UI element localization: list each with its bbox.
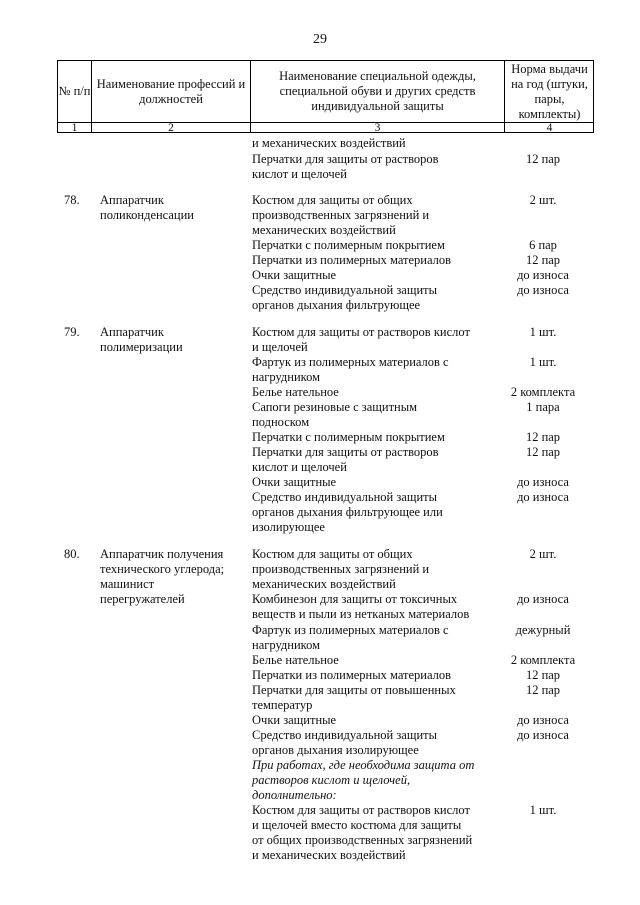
norm-value: 1 шт.	[529, 355, 557, 369]
norm-value: до износа	[517, 475, 569, 489]
header-col-profession: Наименование профессий и должностей	[96, 76, 246, 106]
item-line: Костюм для защиты от растворов кислот	[252, 325, 470, 339]
row-80-profession: перегружателей	[100, 592, 185, 606]
item-line: Очки защитные	[252, 268, 337, 282]
item-line: Перчатки с полимерным покрытием	[252, 430, 445, 444]
row-79-profession: Аппаратчик	[100, 325, 164, 339]
item-line: Перчатки из полимерных материалов	[252, 253, 452, 267]
norm-value: 2 комплекта	[510, 653, 576, 667]
item-line: Белье нательное	[252, 385, 339, 399]
norm-value: дежурный	[515, 623, 571, 637]
item-line: Средство индивидуальной защиты	[252, 490, 438, 504]
item-line: и щелочей	[252, 340, 308, 354]
item-line: производственных загрязнений и	[252, 562, 430, 576]
norm-value: 12 пар	[525, 668, 561, 682]
row-80-profession: технического углерода;	[100, 562, 225, 576]
cont-item-line: кислот и щелочей	[252, 167, 347, 181]
item-line: подноском	[252, 415, 310, 429]
norm-value: 2 шт.	[529, 547, 557, 561]
norm-value: до износа	[517, 268, 569, 282]
note-line: При работах, где необходима защита от	[252, 758, 475, 772]
item-line: органов дыхания изолирующее	[252, 743, 419, 757]
item-line: Средство индивидуальной защиты	[252, 728, 438, 742]
row-78-number: 78.	[64, 193, 80, 207]
item-line: органов дыхания фильтрующее или	[252, 505, 443, 519]
cont-norm: 12 пар	[525, 152, 561, 166]
item-line: от общих производственных загрязнений	[252, 833, 473, 847]
item-line: Перчатки для защиты от повышенных	[252, 683, 456, 697]
item-line: Фартук из полимерных материалов с	[252, 355, 449, 369]
item-line: Костюм для защиты от общих	[252, 547, 413, 561]
norm-value: до износа	[517, 728, 569, 742]
item-line: температур	[252, 698, 313, 712]
item-line: Фартук из полимерных материалов с	[252, 623, 449, 637]
item-line: нагрудником	[252, 370, 321, 384]
header-divider	[504, 61, 505, 132]
item-line: Перчатки для защиты от растворов	[252, 445, 439, 459]
item-line: и щелочей вместо костюма для защиты	[252, 818, 462, 832]
row-80-profession: Аппаратчик получения	[100, 547, 224, 561]
row-80-number: 80.	[64, 547, 80, 561]
note-line: растворов кислот и щелочей,	[252, 773, 411, 787]
header-col-number: № п/п	[58, 84, 91, 98]
item-line: органов дыхания фильтрующее	[252, 298, 421, 312]
row-78-profession: Аппаратчик	[100, 193, 164, 207]
norm-value: до износа	[517, 490, 569, 504]
item-line: Белье нательное	[252, 653, 339, 667]
item-line: кислот и щелочей	[252, 460, 347, 474]
item-line: веществ и пыли из нетканых материалов	[252, 607, 470, 621]
header-num-1: 1	[58, 122, 91, 133]
row-79-number: 79.	[64, 325, 80, 339]
item-line: механических воздействий	[252, 577, 396, 591]
item-line: Костюм для защиты от общих	[252, 193, 413, 207]
header-num-4: 4	[505, 122, 594, 133]
item-line: нагрудником	[252, 638, 321, 652]
cont-item-line: и механических воздействий	[252, 136, 406, 150]
row-78-profession: поликонденсации	[100, 208, 194, 222]
note-line: дополнительно:	[252, 788, 337, 802]
norm-value: 1 шт.	[529, 325, 557, 339]
item-line: Очки защитные	[252, 713, 337, 727]
norm-value: 12 пар	[525, 430, 561, 444]
header-num-2: 2	[92, 122, 250, 133]
header-divider	[91, 61, 92, 132]
page-number: 29	[313, 32, 327, 47]
norm-value: 1 шт.	[529, 803, 557, 817]
header-col-norm: Норма выдачи на год (штуки, пары, комплекты)	[511, 61, 588, 121]
norm-value: 2 комплекта	[510, 385, 576, 399]
header-num-3: 3	[251, 122, 504, 133]
item-line: Перчатки с полимерным покрытием	[252, 238, 445, 252]
header-divider	[250, 61, 251, 132]
norm-value: 6 пар	[529, 238, 557, 252]
norm-value: 12 пар	[525, 253, 561, 267]
item-line: Сапоги резиновые с защитным	[252, 400, 418, 414]
table-header	[57, 60, 594, 133]
row-79-profession: полимеризации	[100, 340, 183, 354]
norm-value: 12 пар	[525, 445, 561, 459]
row-80-profession: машинист	[100, 577, 155, 591]
item-line: механических воздействий	[252, 223, 396, 237]
norm-value: 2 шт.	[529, 193, 557, 207]
item-line: Костюм для защиты от растворов кислот	[252, 803, 470, 817]
cont-item-line: Перчатки для защиты от растворов	[252, 152, 439, 166]
norm-value: 12 пар	[525, 683, 561, 697]
norm-value: до износа	[517, 713, 569, 727]
item-line: Перчатки из полимерных материалов	[252, 668, 452, 682]
header-col-items: Наименование специальной одежды, специальной обуви и других средств индивидуальной защиты	[279, 69, 476, 113]
norm-value: 1 пара	[526, 400, 560, 414]
norm-value: до износа	[517, 283, 569, 297]
item-line: изолирующее	[252, 520, 325, 534]
item-line: Средство индивидуальной защиты	[252, 283, 438, 297]
item-line: Очки защитные	[252, 475, 337, 489]
item-line: и механических воздействий	[252, 848, 406, 862]
norm-value: до износа	[517, 592, 569, 606]
item-line: Комбинезон для защиты от токсичных	[252, 592, 458, 606]
item-line: производственных загрязнений и	[252, 208, 430, 222]
